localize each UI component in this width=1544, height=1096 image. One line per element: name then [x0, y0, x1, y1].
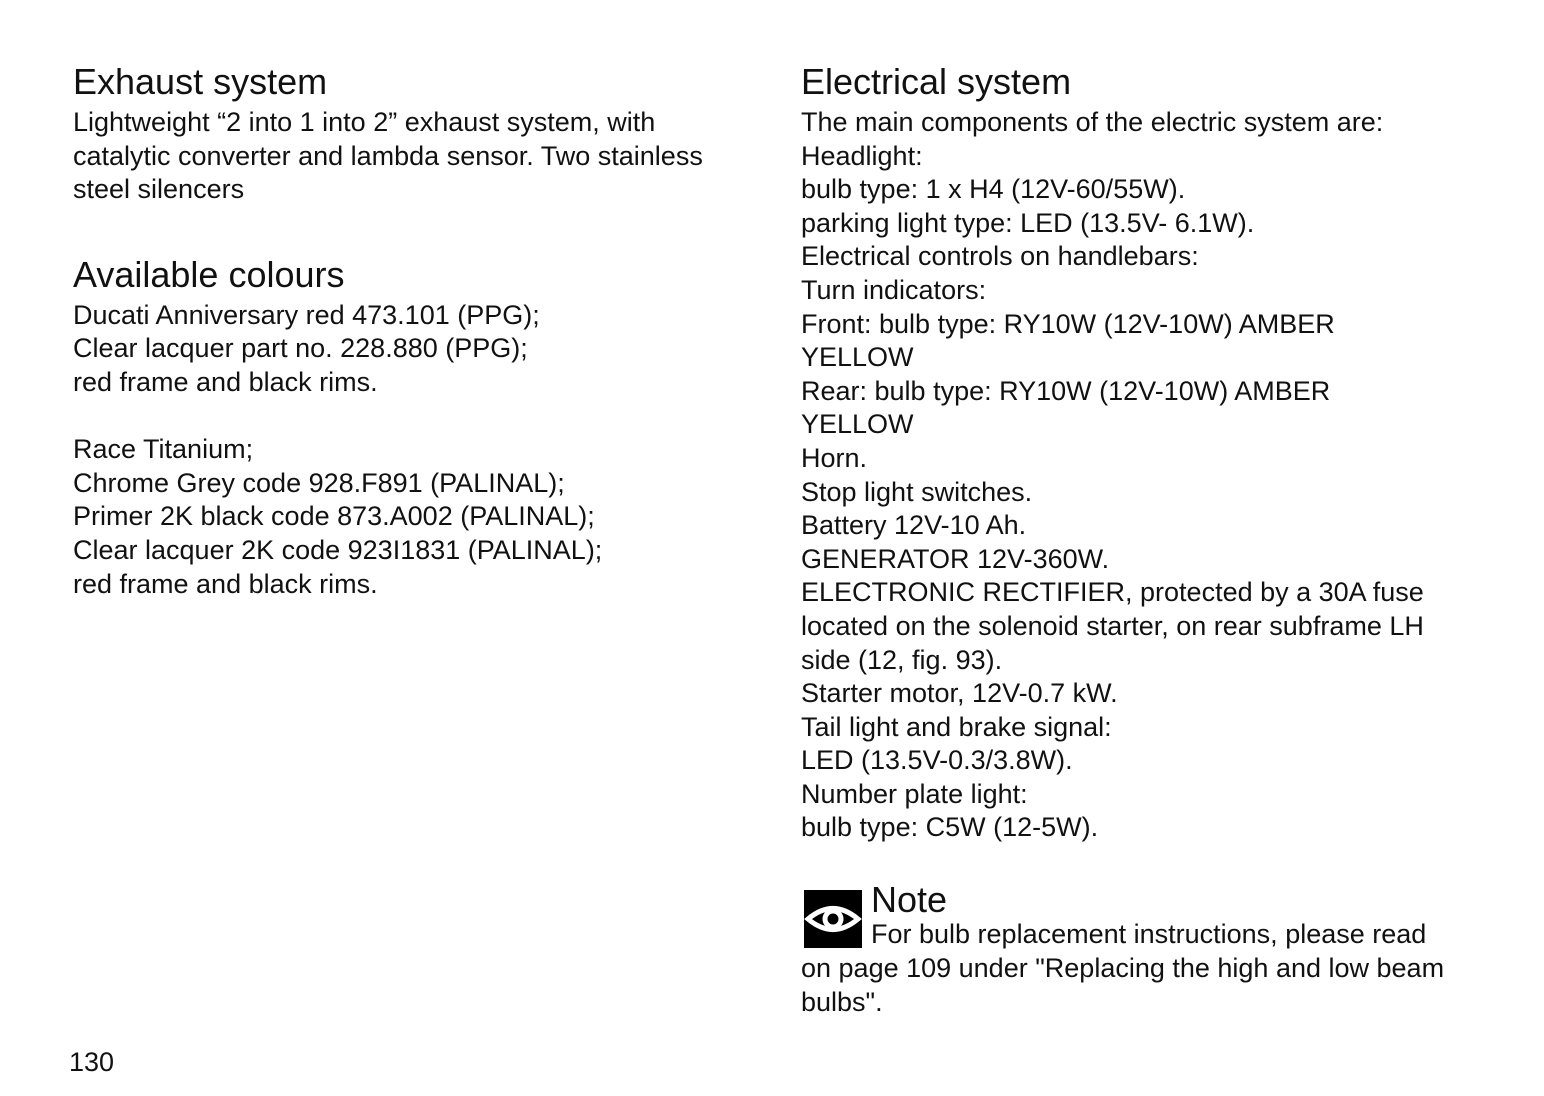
exhaust-line: Lightweight “2 into 1 into 2” exhaust system, with	[73, 107, 656, 137]
colour-line: Clear lacquer part no. 228.880 (PPG);	[73, 333, 528, 364]
paragraph-spacer	[73, 400, 773, 434]
electrical-line: Horn.	[801, 442, 868, 473]
electrical-text	[801, 106, 1521, 845]
colour-line: Chrome Grey code 928.F891 (PALINAL);	[73, 467, 565, 498]
electrical-line: YELLOW	[801, 409, 914, 440]
eye-icon-graphic	[804, 890, 862, 948]
left-column	[73, 58, 773, 601]
colour-line: Clear lacquer 2K code 923I1831 (PALINAL);	[73, 534, 603, 565]
electrical-line: The main components of the electric system are:	[801, 107, 1384, 137]
note-title: Note	[871, 879, 948, 920]
electrical-line: Number plate light:	[801, 778, 1028, 809]
electrical-line: Electrical controls on handlebars:	[801, 241, 1199, 272]
electrical-line: GENERATOR 12V-360W.	[801, 543, 1110, 574]
eye-icon	[804, 890, 862, 948]
electrical-line: Battery 12V-10 Ah.	[801, 510, 1027, 541]
colours-group-1	[73, 299, 773, 400]
exhaust-line: steel silencers	[73, 174, 245, 205]
section-spacer	[73, 207, 773, 251]
exhaust-text	[73, 106, 773, 207]
note-text-continuation: on page 109 under "Replacing the high and low beam bulbs".	[801, 953, 1445, 1017]
electrical-line: Headlight:	[801, 140, 923, 171]
electrical-line: located on the solenoid starter, on rear subframe LH	[801, 610, 1424, 641]
electrical-line: LED (13.5V-0.3/3.8W).	[801, 745, 1073, 776]
colour-line: red frame and black rims.	[73, 568, 378, 599]
electrical-line: YELLOW	[801, 342, 914, 373]
exhaust-heading: Exhaust system	[73, 61, 328, 102]
electrical-line: bulb type: 1 x H4 (12V-60/55W).	[801, 174, 1186, 205]
electrical-heading: Electrical system	[801, 61, 1072, 102]
exhaust-line: catalytic converter and lambda sensor. Two stainless	[73, 140, 703, 171]
electrical-line: parking light type: LED (13.5V- 6.1W).	[801, 207, 1255, 238]
colours-group-2	[73, 433, 773, 601]
right-column	[801, 58, 1521, 845]
electrical-line: Turn indicators:	[801, 274, 987, 305]
note-text-first-line: For bulb replacement instructions, please read	[871, 919, 1427, 949]
electrical-line: Stop light switches.	[801, 476, 1033, 507]
colour-line: Primer 2K black code 873.A002 (PALINAL);	[73, 501, 595, 532]
colours-heading: Available colours	[73, 253, 345, 295]
colour-line: Ducati Anniversary red 473.101 (PPG);	[73, 299, 540, 330]
electrical-line: Starter motor, 12V-0.7 kW.	[801, 678, 1118, 709]
colour-line: red frame and black rims.	[73, 366, 378, 397]
electrical-line: ELECTRONIC RECTIFIER, protected by a 30A fuse	[801, 577, 1424, 608]
electrical-line: side (12, fig. 93).	[801, 644, 1003, 675]
colour-line: Race Titanium;	[73, 434, 254, 465]
electrical-line: Front: bulb type: RY10W (12V-10W) AMBER	[801, 308, 1335, 339]
page-number: 130	[69, 1047, 115, 1077]
electrical-line: Rear: bulb type: RY10W (12V-10W) AMBER	[801, 375, 1331, 406]
electrical-line: bulb type: C5W (12-5W).	[801, 812, 1099, 843]
electrical-line: Tail light and brake signal:	[801, 711, 1112, 742]
